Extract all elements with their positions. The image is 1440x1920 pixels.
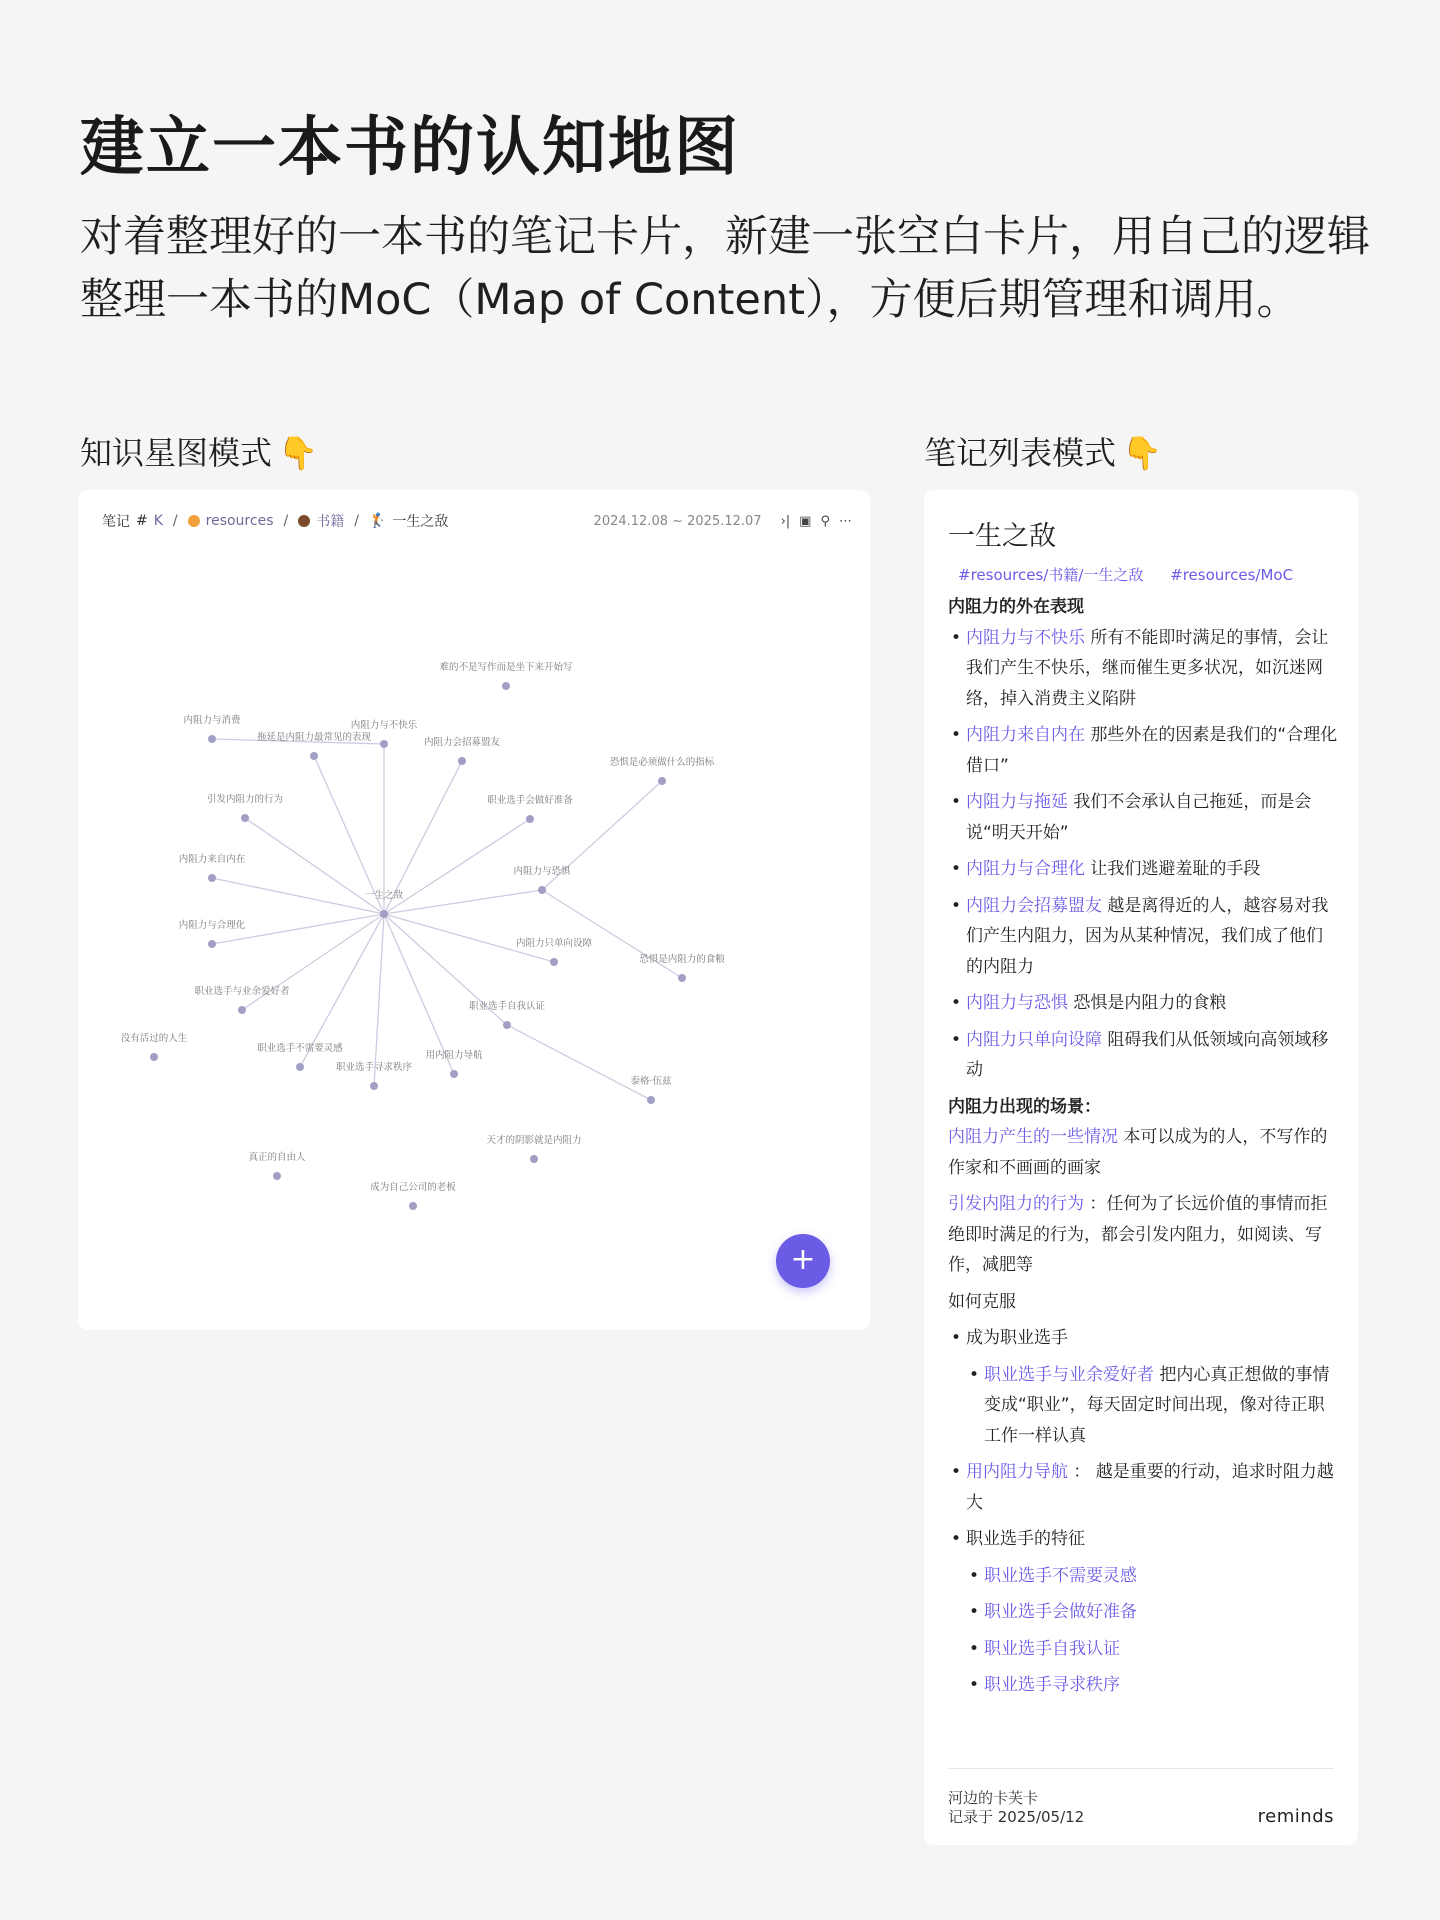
scenario-paragraph xyxy=(948,1122,1338,1183)
graph-node[interactable] xyxy=(530,1155,538,1163)
list-item xyxy=(948,1025,1338,1086)
graph-node-label: 用内阻力导航 xyxy=(425,1050,483,1061)
behavior-paragraph xyxy=(948,1189,1338,1281)
note-link[interactable]: 职业选手自我认证 xyxy=(984,1638,1120,1659)
graph-node[interactable] xyxy=(208,874,216,882)
graph-node-label: 泰格·伍兹 xyxy=(630,1076,672,1087)
hash-icon[interactable]: # xyxy=(136,513,148,529)
graph-node-label: 职业选手不需要灵感 xyxy=(257,1043,343,1054)
list-item-text: 阻碍我们从低领域向高领域移动 xyxy=(966,1029,1329,1080)
navigation-list xyxy=(948,1457,1338,1555)
graph-node-label: 成为自己公司的老板 xyxy=(370,1182,456,1193)
tag[interactable]: #resources/MoC xyxy=(1170,566,1294,584)
section-heading: 内阻力出现的场景： xyxy=(948,1096,1101,1117)
graph-node-label: 恐惧是必须做什么的指标 xyxy=(609,757,715,768)
graph-node-label: 真正的自由人 xyxy=(248,1152,306,1163)
note-link[interactable]: 职业选手不需要灵感 xyxy=(984,1565,1137,1586)
knowledge-graph-card xyxy=(78,490,870,1330)
list-item xyxy=(966,1561,1338,1592)
graph-node[interactable] xyxy=(370,1082,378,1090)
graph-node-label: 职业选手与业余爱好者 xyxy=(194,986,290,997)
record-date: 记录于 2025/05/12 xyxy=(948,1808,1085,1826)
breadcrumb-books[interactable]: 书籍 xyxy=(316,514,345,530)
graph-toolbar xyxy=(102,506,852,536)
note-link[interactable]: 内阻力只单向设障 xyxy=(966,1029,1102,1050)
graph-node[interactable] xyxy=(678,974,686,982)
note-link[interactable]: 内阻力与不快乐 xyxy=(966,627,1085,648)
graph-node-label: 内阻力与合理化 xyxy=(178,920,246,931)
calendar-icon[interactable]: ▣ xyxy=(799,513,812,529)
more-icon[interactable]: ⋯ xyxy=(839,513,852,529)
list-item xyxy=(948,1457,1338,1518)
list-item-text: 那些外在的因素是我们的“合理化借口” xyxy=(966,725,1338,776)
list-mode-label xyxy=(924,428,1162,474)
collapse-icon[interactable]: ›| xyxy=(780,513,791,529)
note-footer xyxy=(948,1768,1334,1827)
knowledge-graph[interactable] xyxy=(78,490,870,1330)
list-item xyxy=(948,988,1338,1019)
pointing-down-hand-icon: 👇 xyxy=(1122,434,1162,472)
list-item-text: 所有不能即时满足的事情，会让我们产生不快乐，继而催生更多状况，如沉迷网络，掉入消费主义陷阱 xyxy=(966,627,1329,709)
graph-node[interactable] xyxy=(150,1053,158,1061)
graph-node-label: 拖延是内阻力最常见的表现 xyxy=(256,732,372,743)
list-item: • 成为职业选手 xyxy=(948,1323,1338,1354)
graph-node-label: 内阻力与不快乐 xyxy=(350,720,418,731)
page-title: 建立一本书的认知地图 xyxy=(80,111,740,185)
list-item: • 职业选手的特征 xyxy=(948,1524,1338,1555)
graph-node-label: 内阻力与恐惧 xyxy=(513,866,571,877)
note-link[interactable]: 职业选手与业余爱好者 xyxy=(984,1364,1154,1385)
note-link[interactable]: 用内阻力导航 xyxy=(966,1462,1068,1482)
graph-node[interactable] xyxy=(647,1096,655,1104)
graph-mode-label-text: 知识星图模式 xyxy=(80,434,273,472)
tag-list xyxy=(958,564,1315,585)
graph-node[interactable] xyxy=(538,886,546,894)
graph-node[interactable] xyxy=(273,1172,281,1180)
paragraph-text: 本可以成为的人，不写作的作家和不画画的画家 xyxy=(948,1127,1328,1178)
graph-node-label: 天才的阴影就是内阻力 xyxy=(486,1135,582,1146)
person-emoji-icon: 🏌 xyxy=(368,513,387,529)
list-item xyxy=(966,1634,1338,1665)
tag[interactable]: #resources/书籍/一生之敌 xyxy=(958,566,1144,584)
graph-node-label: 内阻力来自内在 xyxy=(178,854,246,865)
search-icon[interactable]: ⚲ xyxy=(820,513,830,529)
note-link[interactable]: 内阻力与合理化 xyxy=(966,859,1085,879)
graph-node[interactable] xyxy=(503,1021,511,1029)
graph-edge xyxy=(384,890,542,914)
note-link[interactable]: 内阻力会招募盟友 xyxy=(966,895,1102,916)
overcome-list xyxy=(948,1323,1338,1354)
overcome-sub-list xyxy=(948,1360,1338,1452)
graph-node[interactable] xyxy=(502,682,510,690)
graph-edge xyxy=(384,819,530,914)
graph-node[interactable] xyxy=(238,1006,246,1014)
graph-node-label: 职业选手寻求秩序 xyxy=(335,1062,413,1073)
graph-node-label: 没有活过的人生 xyxy=(120,1033,188,1044)
expression-list xyxy=(948,623,1338,1086)
graph-node-label: 职业选手自我认证 xyxy=(468,1001,546,1012)
paragraph-text: ：任何为了长远价值的事情而拒绝即时满足的行为，都会引发内阻力，如阅读、写作，减肥等 xyxy=(948,1194,1328,1275)
graph-node[interactable] xyxy=(550,958,558,966)
list-item xyxy=(948,623,1338,715)
list-item xyxy=(966,1360,1338,1452)
note-card xyxy=(924,490,1358,1845)
book-emoji-icon xyxy=(298,515,310,527)
graph-node[interactable] xyxy=(658,777,666,785)
date-range[interactable]: 2024.12.08 ~ 2025.12.07 xyxy=(593,513,762,529)
breadcrumb: 笔记 # K / resources / 书籍 / 🏌 一生之敌 xyxy=(102,513,449,530)
add-button[interactable]: + xyxy=(776,1234,830,1288)
list-item-text: 我们不会承认自己拖延，而是会说“明天开始” xyxy=(966,792,1312,843)
cat-emoji-icon xyxy=(188,515,200,527)
graph-node-label: 引发内阻力的行为 xyxy=(206,794,284,805)
graph-node[interactable] xyxy=(241,814,249,822)
note-link[interactable]: 内阻力与拖延 xyxy=(966,792,1068,812)
graph-node[interactable] xyxy=(208,735,216,743)
list-item xyxy=(966,1670,1338,1701)
pointing-down-hand-icon: 👇 xyxy=(278,434,318,472)
section-heading: 内阻力的外在表现 xyxy=(948,597,1084,617)
graph-node[interactable] xyxy=(310,752,318,760)
graph-node[interactable] xyxy=(296,1063,304,1071)
page-description: 对着整理好的一本书的笔记卡片，新建一张空白卡片，用自己的逻辑整理一本书的MoC（Map of Content），方便后期管理和调用。 xyxy=(80,212,1370,325)
list-item xyxy=(948,891,1338,983)
how-heading: 如何克服 xyxy=(948,1291,1016,1312)
list-item xyxy=(948,787,1338,848)
note-link[interactable]: 引发内阻力的行为 xyxy=(948,1194,1084,1214)
graph-node[interactable] xyxy=(380,740,388,748)
list-item-text: 把内心真正想做的事情变成“职业”，每天固定时间出现，像对待正职工作一样认真 xyxy=(984,1364,1330,1446)
back-icon[interactable]: K xyxy=(153,513,163,529)
graph-center-node-label: 一生之敌 xyxy=(364,890,404,901)
note-title: 一生之敌 xyxy=(948,521,1056,552)
list-item xyxy=(948,854,1338,885)
graph-node-label: 内阻力会招募盟友 xyxy=(423,737,501,748)
list-item-text: 恐惧是内阻力的食粮 xyxy=(1068,993,1227,1013)
note-link[interactable]: 内阻力与恐惧 xyxy=(966,993,1068,1013)
list-item xyxy=(966,1597,1338,1628)
graph-node[interactable] xyxy=(409,1202,417,1210)
traits-list xyxy=(948,1561,1338,1701)
graph-center-node[interactable] xyxy=(380,910,388,918)
graph-node-label: 内阻力只单向设障 xyxy=(515,938,593,949)
note-body xyxy=(948,592,1338,1707)
graph-node[interactable] xyxy=(458,757,466,765)
graph-node-label: 恐惧是内阻力的食粮 xyxy=(639,954,725,965)
breadcrumb-resources[interactable]: resources xyxy=(205,513,274,529)
graph-node[interactable] xyxy=(208,940,216,948)
graph-node-label: 难的不是写作而是坐下来开始写 xyxy=(439,662,573,673)
list-item-text: 越是离得近的人，越容易对我们产生内阻力，因为从某种情况，我们成了他们的内阻力 xyxy=(966,895,1329,977)
list-mode-label-text: 笔记列表模式 xyxy=(924,434,1117,472)
note-link[interactable]: 职业选手寻求秩序 xyxy=(984,1675,1120,1695)
note-link[interactable]: 内阻力来自内在 xyxy=(966,725,1085,745)
graph-mode-label xyxy=(80,428,318,474)
brand-logo: reminds xyxy=(1257,1806,1334,1827)
graph-node[interactable] xyxy=(450,1070,458,1078)
graph-node-label: 内阻力与消费 xyxy=(183,715,241,726)
note-link[interactable]: 职业选手会做好准备 xyxy=(984,1602,1137,1622)
list-item xyxy=(948,720,1338,781)
list-item-text: 让我们逃避羞耻的手段 xyxy=(1085,859,1261,879)
list-item-text: ： 越是重要的行动，追求时阻力越大 xyxy=(966,1462,1334,1513)
breadcrumb-root[interactable]: 笔记 xyxy=(102,514,130,530)
note-link[interactable]: 内阻力产生的一些情况 xyxy=(948,1127,1118,1147)
author: 河边的卡芙卡 xyxy=(948,1789,1039,1807)
breadcrumb-current[interactable]: 一生之敌 xyxy=(392,514,449,530)
graph-node[interactable] xyxy=(526,815,534,823)
graph-node-label: 职业选手会做好准备 xyxy=(487,795,573,806)
graph-edge xyxy=(374,914,384,1086)
graph-edge xyxy=(507,1025,651,1100)
